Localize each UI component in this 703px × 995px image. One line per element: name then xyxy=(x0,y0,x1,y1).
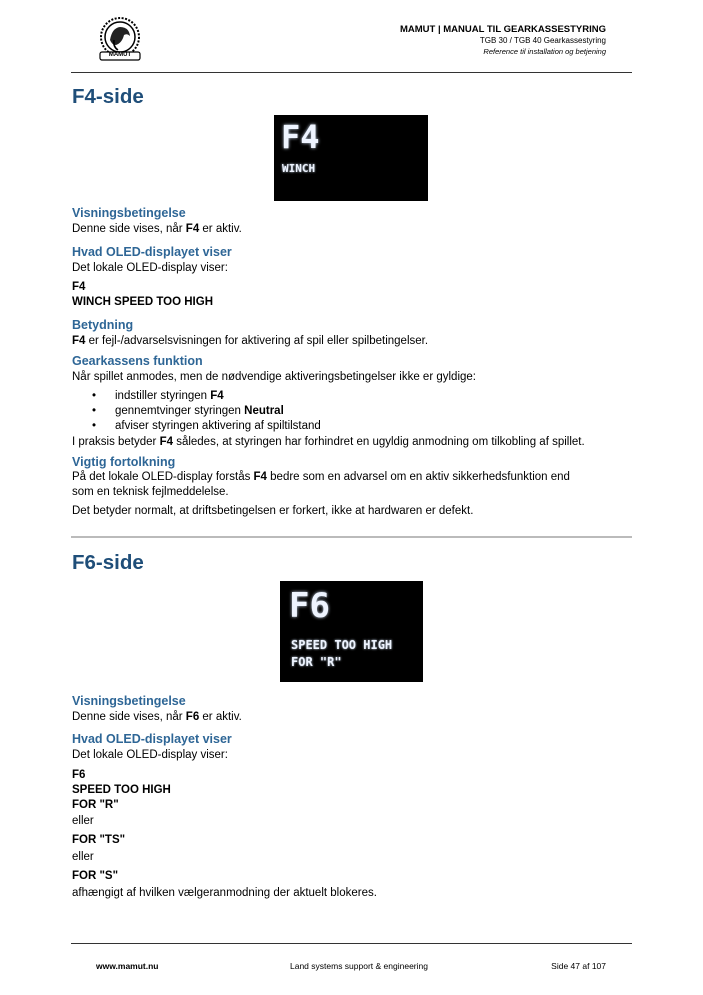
f4-vigtig-pre: På det lokale OLED-display forstås xyxy=(72,471,254,483)
f6-visning-pre: Denne side vises, når xyxy=(72,711,186,723)
f4-vigtig-post: bedre som en advarsel om en aktiv sikkerhedsfunktion end xyxy=(266,471,570,483)
f6-display-line1: F6 xyxy=(72,769,86,781)
f6-display-ts: FOR "TS" xyxy=(72,834,126,846)
header-reference: Reference til installation og betjening xyxy=(483,47,606,56)
f6-oled-message-2: FOR "R" xyxy=(291,655,342,669)
f6-afhaengigt-text: afhængigt af hvilken vælgeranmodning der aktuelt blokeres. xyxy=(72,887,377,899)
f4-praksis-post: således, at styringen har forhindret en ugyldig anmodning om tilkobling af spillet. xyxy=(173,436,585,448)
f4-bullet-2-pre: gennemtvinger styringen xyxy=(115,405,245,417)
f4-oled-code: F4 xyxy=(281,118,320,156)
f4-normalt-text: Det betyder normalt, at driftsbetingelsen er forkert, ikke at hardwaren er defekt. xyxy=(72,505,474,517)
f4-bullet-2 xyxy=(115,405,284,417)
f4-heading: F4-side xyxy=(72,85,144,108)
f4-oled-heading: Hvad OLED-displayet viser xyxy=(72,245,232,259)
bullet-icon: • xyxy=(92,405,97,417)
f4-display-line1: F4 xyxy=(72,281,86,293)
logo-text: MAMUT xyxy=(108,52,132,58)
f4-visning-pre: Denne side vises, når xyxy=(72,223,186,235)
header-divider xyxy=(71,72,632,73)
f4-oled-intro: Det lokale OLED-display viser: xyxy=(72,262,228,274)
f6-oled-heading: Hvad OLED-displayet viser xyxy=(72,732,232,746)
f6-oled-message-1: SPEED TOO HIGH xyxy=(291,638,393,652)
f4-visning-text xyxy=(72,223,242,235)
f6-oled-code: F6 xyxy=(289,586,330,626)
f4-vigtig-line2: som en teknisk fejlmeddelelse. xyxy=(72,486,229,498)
header-title: MAMUT | MANUAL TIL GEARKASSESTYRING xyxy=(399,24,606,35)
f4-visning-bold: F4 xyxy=(185,223,200,235)
f4-praksis-text xyxy=(72,436,585,448)
f6-visning-heading: Visningsbetingelse xyxy=(72,694,186,708)
bullet-icon: • xyxy=(92,420,97,432)
f6-oled-photo xyxy=(280,581,423,682)
f4-bullet-3: afviser styringen aktivering af spiltilstand xyxy=(115,420,321,432)
f4-bullet-1-bold: F4 xyxy=(210,390,224,402)
section-divider xyxy=(71,536,632,538)
footer-tagline: Land systems support & engineering xyxy=(290,961,428,971)
f4-visning-heading: Visningsbetingelse xyxy=(72,206,186,220)
header-subtitle: TGB 30 / TGB 40 Gearkassestyring xyxy=(479,36,606,45)
f6-visning-bold: F6 xyxy=(185,711,200,723)
f4-vigtig-heading: Vigtig fortolkning xyxy=(72,455,176,469)
f4-betydning-rest: er fejl-/advarselsvisningen for aktivering af spil eller spilbetingelser. xyxy=(85,335,429,347)
footer-website: www.mamut.nu xyxy=(96,961,159,971)
f6-visning-text xyxy=(72,711,242,723)
f4-funktion-intro: Når spillet anmodes, men de nødvendige aktiveringsbetingelser ikke er gyldige: xyxy=(72,371,476,383)
f6-display-line2: SPEED TOO HIGH xyxy=(72,784,171,796)
footer-page-number: Side 47 af 107 xyxy=(551,961,606,971)
f4-display-line2: WINCH SPEED TOO HIGH xyxy=(72,296,213,308)
f4-praksis-pre: I praksis betyder xyxy=(72,436,160,448)
f4-betydning-bold: F4 xyxy=(72,335,86,347)
f6-oled-intro: Det lokale OLED-display viser: xyxy=(72,749,228,761)
f6-display-s: FOR "S" xyxy=(72,870,119,882)
footer-divider xyxy=(71,943,632,944)
bullet-icon: • xyxy=(92,390,97,402)
f4-betydning-heading: Betydning xyxy=(72,318,134,332)
f6-heading: F6-side xyxy=(72,551,144,574)
f4-praksis-bold: F4 xyxy=(159,436,173,448)
f6-eller-2: eller xyxy=(72,851,94,863)
f4-bullet-1-pre: indstiller styringen xyxy=(115,390,211,402)
f6-eller-1: eller xyxy=(72,815,94,827)
f4-visning-post: er aktiv. xyxy=(199,223,242,235)
f6-display-line3: FOR "R" xyxy=(72,799,119,811)
f4-bullet-1 xyxy=(115,390,224,402)
f4-oled-message: WINCH xyxy=(282,162,316,175)
f6-visning-post: er aktiv. xyxy=(199,711,242,723)
f4-bullet-2-bold: Neutral xyxy=(244,405,284,417)
f4-funktion-heading: Gearkassens funktion xyxy=(72,354,203,368)
mamut-logo xyxy=(94,16,146,62)
f4-oled-photo xyxy=(274,115,428,201)
f4-betydning-text xyxy=(72,335,428,347)
f4-vigtig-text xyxy=(72,471,570,483)
f4-vigtig-bold: F4 xyxy=(253,471,267,483)
